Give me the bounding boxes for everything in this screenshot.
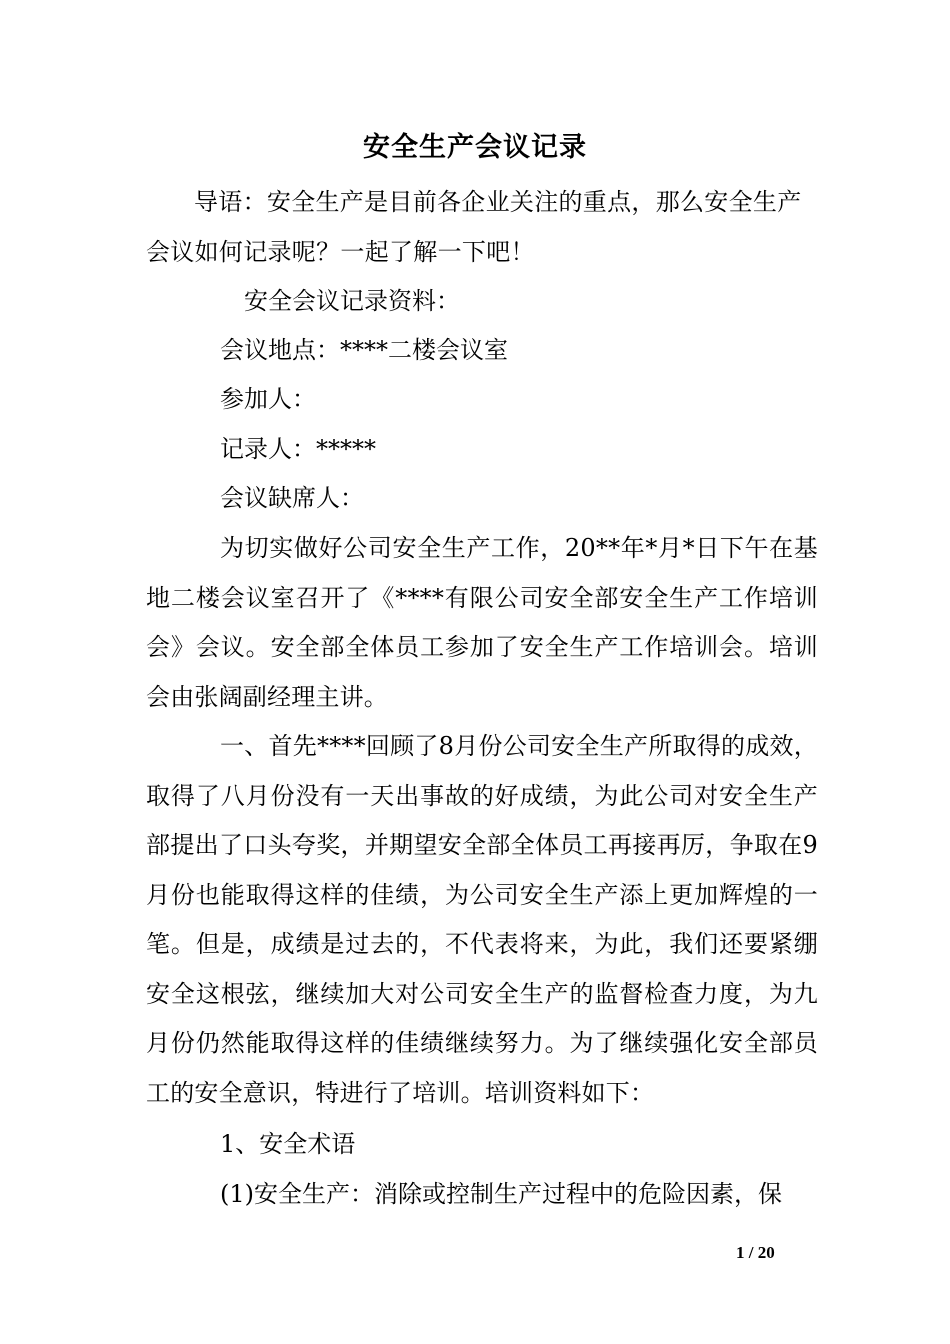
- materials-heading: 安全会议记录资料：: [244, 287, 460, 315]
- section-heading-terms: 1、安全术语: [220, 1130, 356, 1158]
- document-title: 安全生产会议记录: [363, 132, 587, 163]
- body-paragraph-1: 为切实做好公司安全生产工作，20**年*月*日下午在基地二楼会议室召开了《****有限公司安全部安全生产工作培训会》会议。安全部全体员工参加了安全生产工作培训会。培训会由张阔副经理主讲。: [146, 534, 818, 711]
- meeting-location: 会议地点：****二楼会议室: [220, 336, 508, 364]
- term-item-1: (1)安全生产：消除或控制生产过程中的危险因素，保: [220, 1180, 782, 1208]
- intro-paragraph: [146, 178, 816, 277]
- meeting-absentees: 会议缺席人：: [220, 484, 364, 512]
- meeting-attendees: 参加人：: [220, 385, 316, 413]
- body-paragraph-2: 一、首先****回顾了8月份公司安全生产所取得的成效，取得了八月份没有一天出事故的好成绩，为此公司对安全生产部提出了口头夸奖，并期望安全部全体员工再接再厉，争取在9月份也能取得这样的佳绩，为公司安全生产添上更加辉煌的一笔。但是，成绩是过去的，不代表将来，为此，我们还要紧绷安全这根弦，继续加大对公司安全生产的监督检查力度，为九月份仍然能取得这样的佳绩继续努力。为了继续强化安全部员工的安全意识，特进行了培训。培训资料如下：: [146, 732, 818, 1107]
- page-number: 1 / 20: [736, 1243, 775, 1262]
- meeting-recorder: 记录人：*****: [220, 435, 376, 463]
- intro-text: 导语：安全生产是目前各企业关注的重点，那么安全生产会议如何记录呢？一起了解一下吧！: [146, 188, 802, 266]
